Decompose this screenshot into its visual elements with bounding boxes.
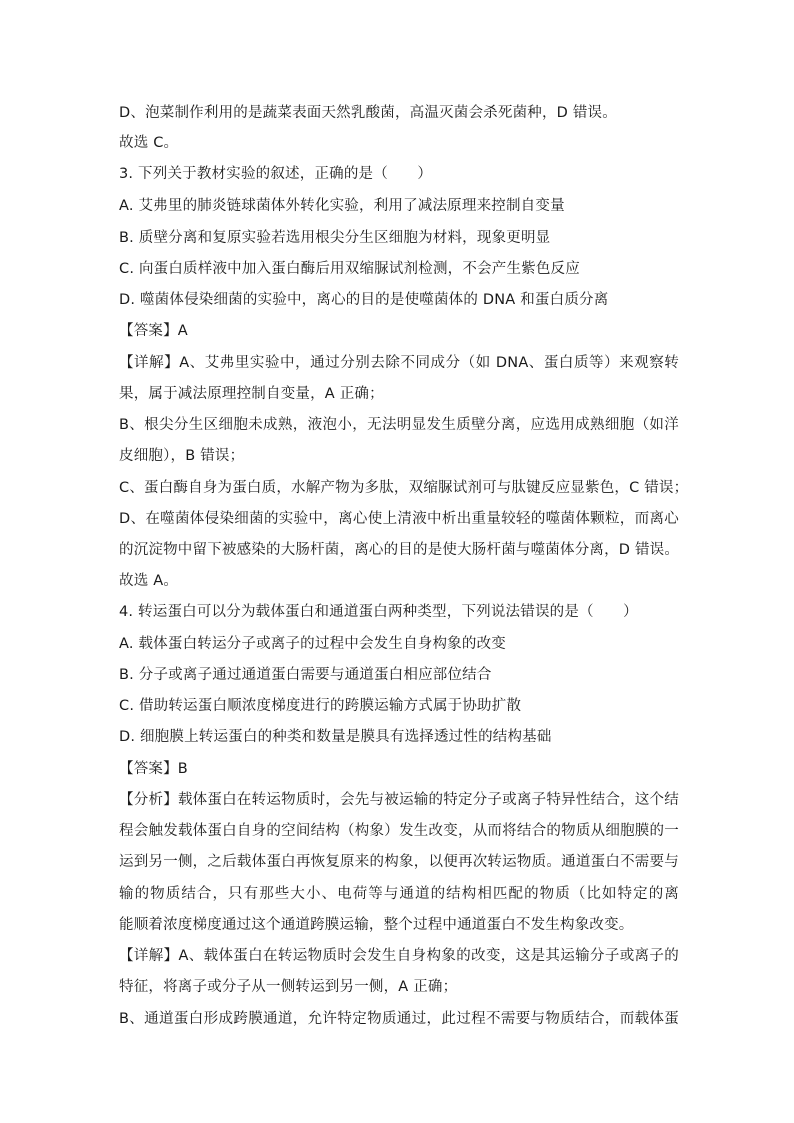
analysis-line: 能顺着浓度梯度通过这个通道跨膜运输，整个过程中通道蛋白不发生构象改变。 [119,917,634,933]
question-4-option-c: C. 借助转运蛋白顺浓度梯度进行的跨膜运输方式属于协助扩散 [119,698,522,714]
explanation-line: 果，属于减法原理控制自变量，A 正确； [119,386,384,402]
text-line: 故选 C。 [119,135,179,151]
answer-label: 【答案】A [119,323,188,339]
analysis-line: 【分析】载体蛋白在转运物质时，会先与被运输的特定分子或离子特异性结合，这个结 [119,792,679,808]
analysis-line: 输的物质结合，只有那些大小、电荷等与通道的结构相匹配的物质（比如特定的离 [119,886,679,902]
question-4-option-d: D. 细胞膜上转运蛋白的种类和数量是膜具有选择透过性的结构基础 [119,729,552,745]
explanation-line: 特征，将离子或分子从一侧转运到另一侧，A 正确； [119,979,458,995]
explanation-line: D、在噬菌体侵染细菌的实验中，离心使上清液中析出重量较轻的噬菌体颗粒，而离心 [119,511,679,527]
question-3-option-a: A. 艾弗里的肺炎链球菌体外转化实验，利用了减法原理来控制自变量 [119,198,565,214]
analysis-line: 程会触发载体蛋白自身的空间结构（构象）发生改变，从而将结合的物质从细胞膜的一 [119,823,679,839]
analysis-line: 运到另一侧，之后载体蛋白再恢复原来的构象，以便再次转运物质。通道蛋白不需要与 [119,854,679,870]
text-line: D、泡菜制作利用的是蔬菜表面天然乳酸菌，高温灭菌会杀死菌种，D 错误。 [119,105,617,121]
explanation-line: B、通道蛋白形成跨膜通道，允许特定物质通过，此过程不需要与物质结合，而载体蛋 [119,1011,679,1027]
question-3-option-d: D. 噬菌体侵染细菌的实验中，离心的目的是使噬菌体的 DNA 和蛋白质分离 [119,292,609,308]
question-4-option-b: B. 分子或离子通过通道蛋白需要与通道蛋白相应部位结合 [119,667,492,683]
explanation-line: C、蛋白酶自身为蛋白质，水解产物为多肽，双缩脲试剂可与肽键反应显紫色，C 错误； [119,480,689,496]
question-3-stem: 3. 下列关于教材实验的叙述，正确的是（ ） [119,166,433,182]
explanation-line: 的沉淀物中留下被感染的大肠杆菌，离心的目的是使大肠杆菌与噬菌体分离，D 错误。 [119,542,680,558]
answer-label: 【答案】B [119,761,188,777]
text-line: 故选 A。 [119,573,179,589]
question-4-option-a: A. 载体蛋白转运分子或离子的过程中会发生自身构象的改变 [119,636,506,652]
explanation-line: B、根尖分生区细胞未成熟，液泡小，无法明显发生质壁分离，应选用成熟细胞（如洋 [119,417,679,433]
question-3-option-c: C. 向蛋白质样液中加入蛋白酶后用双缩脲试剂检测，不会产生紫色反应 [119,261,580,277]
question-4-stem: 4. 转运蛋白可以分为载体蛋白和通道蛋白两种类型，下列说法错误的是（ ） [119,604,638,620]
explanation-line: 皮细胞），B 错误； [119,448,245,464]
explanation-line: 【详解】A、载体蛋白在转运物质时会发生自身构象的改变，这是其运输分子或离子的 [119,948,679,964]
explanation-line: 【详解】A、艾弗里实验中，通过分别去除不同成分（如 DNA、蛋白质等）来观察转 [119,355,679,371]
question-3-option-b: B. 质壁分离和复原实验若选用根尖分生区细胞为材料，现象更明显 [119,230,551,246]
